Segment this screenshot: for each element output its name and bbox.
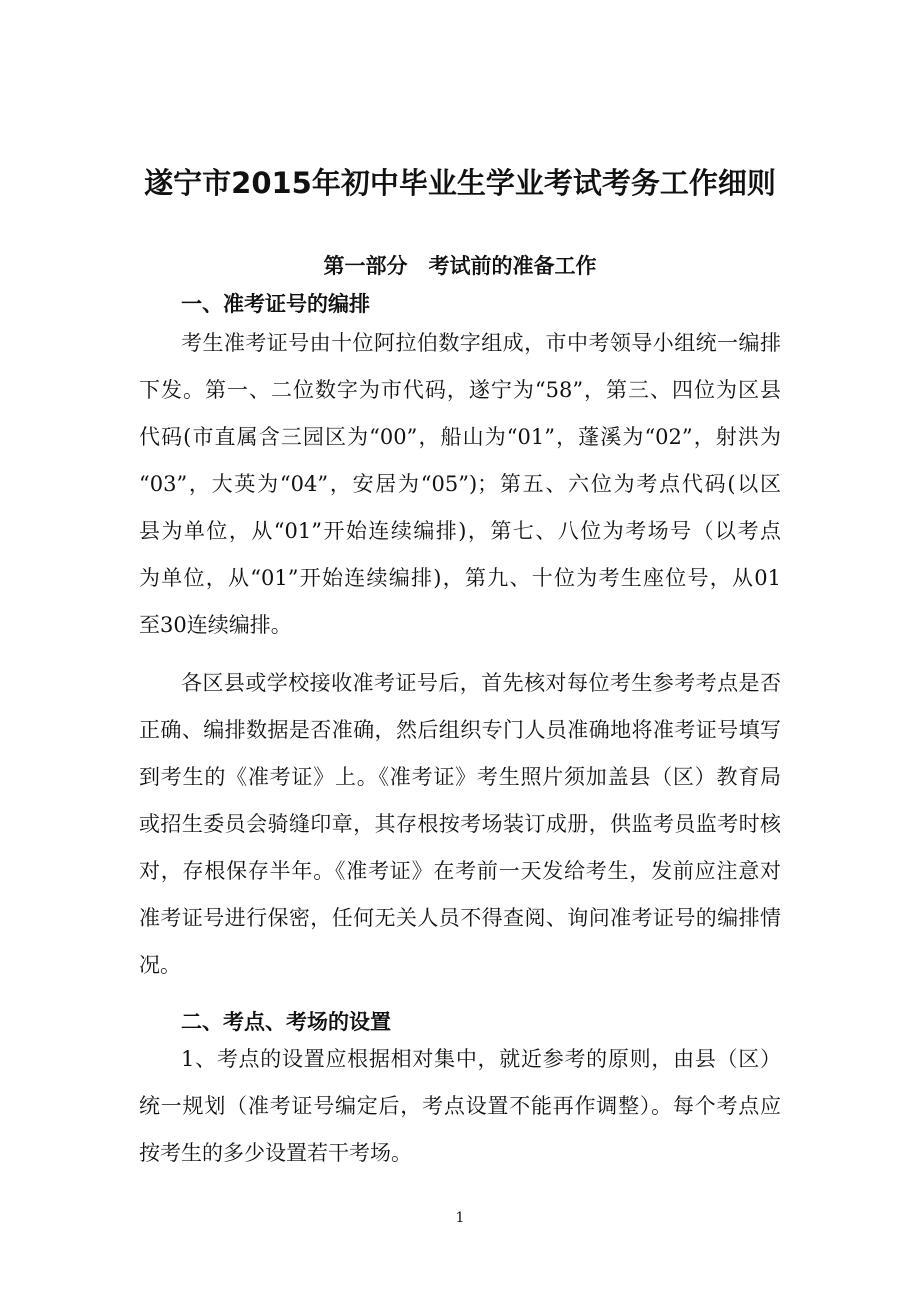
section-heading-2: 二、考点、考场的设置 [181, 1010, 391, 1034]
paragraph-exam-number-format [139, 320, 781, 649]
paragraph-line: 况。 [139, 953, 181, 977]
document-title: 遂宁市2015年初中毕业生学业考试考务工作细则 [144, 166, 776, 200]
paragraph-line: 或招生委员会骑缝印章，其存根按考场装订成册，供监考员监考时核 [139, 812, 781, 836]
paragraph-line: 考生准考证号由十位阿拉伯数字组成，市中考领导小组统一编排 [181, 331, 781, 355]
paragraph-line: “03”，大英为“04”，安居为“05”)；第五、六位为考点代码(以区 [139, 472, 781, 496]
section-heading-1: 一、准考证号的编排 [181, 292, 370, 316]
paragraph-line: 对，存根保存半年。《准考证》在考前一天发给考生，发前应注意对 [139, 859, 781, 883]
paragraph-line: 统一规划（准考证号编定后，考点设置不能再作调整）。每个考点应 [139, 1094, 781, 1118]
paragraph-line: 按考生的多少设置若干考场。 [139, 1141, 412, 1165]
paragraph-line: 下发。第一、二位数字为市代码，遂宁为“58”，第三、四位为区县 [139, 378, 781, 402]
paragraph-line: 至30连续编排。 [139, 613, 292, 637]
paragraph-line: 到考生的《准考证》上。《准考证》考生照片须加盖县（区）教育局 [139, 765, 781, 789]
page-number: 1 [455, 1210, 465, 1226]
paragraph-line: 各区县或学校接收准考证号后，首先核对每位考生参考考点是否 [181, 671, 781, 695]
paragraph-line: 为单位，从“01”开始连续编排)，第九、十位为考生座位号，从01 [139, 566, 781, 590]
paragraph-line: 正确、编排数据是否准确，然后组织专门人员准确地将准考证号填写 [139, 718, 781, 742]
paragraph-exam-site-setup [139, 1036, 781, 1177]
paragraph-line: 准考证号进行保密，任何无关人员不得查阅、询问准考证号的编排情 [139, 906, 781, 930]
paragraph-line: 县为单位，从“01”开始连续编排)，第七、八位为考场号（以考点 [139, 519, 781, 543]
paragraph-exam-number-verification [139, 660, 781, 989]
paragraph-line: 代码(市直属含三园区为“00”，船山为“01”，蓬溪为“02”，射洪为 [139, 425, 781, 449]
part-heading: 第一部分 考试前的准备工作 [323, 254, 597, 278]
paragraph-line: 1、考点的设置应根据相对集中，就近参考的原则，由县（区） [181, 1047, 781, 1071]
